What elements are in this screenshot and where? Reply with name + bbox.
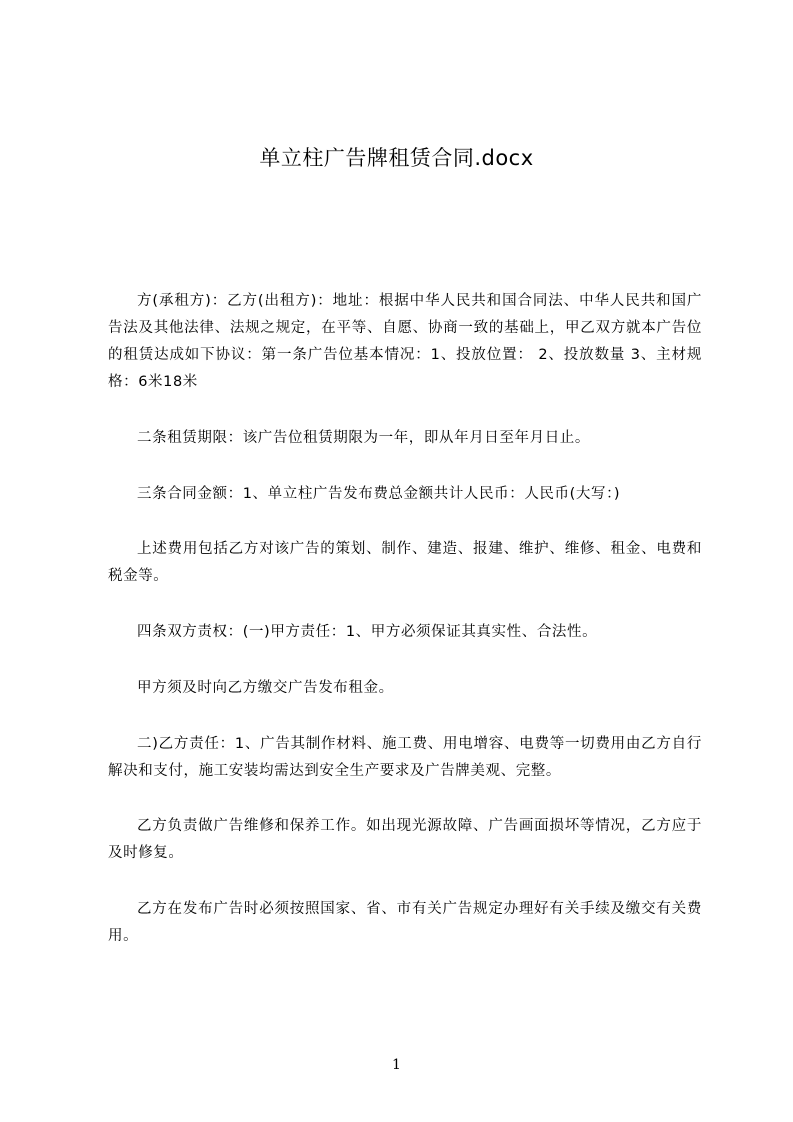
page-number: 1 — [392, 1057, 401, 1073]
document-title: 单立柱广告牌租赁合同.docx — [259, 146, 534, 170]
paragraph-party-b-procedures: 乙方在发布广告时必须按照国家、省、市有关广告规定办理好有关手续及缴交有关费用。 — [108, 901, 702, 944]
paragraph-article-2-lease-term: 二条租赁期限：该广告位租赁期限为一年，即从年月日至年月日止。 — [137, 430, 590, 446]
paragraph-article-4-party-a-duties: 四条双方责权：(一)甲方责任：1、甲方必须保证其真实性、合法性。 — [137, 624, 598, 640]
paragraph-party-b-maintenance: 乙方负责做广告维修和保养工作。如出现光源故障、广告画面损坏等情况，乙方应于及时修复。 — [108, 818, 702, 861]
paragraph-fee-coverage: 上述费用包括乙方对该广告的策划、制作、建造、报建、维护、维修、租金、电费和税金等。 — [108, 541, 702, 584]
paragraph-article-3-contract-amount: 三条合同金额：1、单立柱广告发布费总金额共计人民币：人民币(大写：) — [137, 486, 621, 502]
paragraph-party-b-duties: 二)乙方责任：1、广告其制作材料、施工费、用电增容、电费等一切费用由乙方自行解决和支付，施工安装均需达到安全生产要求及广告牌美观、完整。 — [108, 736, 702, 779]
document-body — [108, 288, 702, 950]
paragraph-party-a-payment: 甲方须及时向乙方缴交广告发布租金。 — [137, 680, 394, 696]
paragraph-parties-and-article-1: 方(承租方)：乙方(出租方)：地址：根据中华人民共和国合同法、中华人民共和国广告法及其他法律、法规之规定，在平等、自愿、协商一致的基础上，甲乙双方就本广告位的租赁达成如下协议：第一条广告位基本情况：1、投放位置： 2、投放数量 3、主材规格：6米18米 — [108, 293, 702, 390]
